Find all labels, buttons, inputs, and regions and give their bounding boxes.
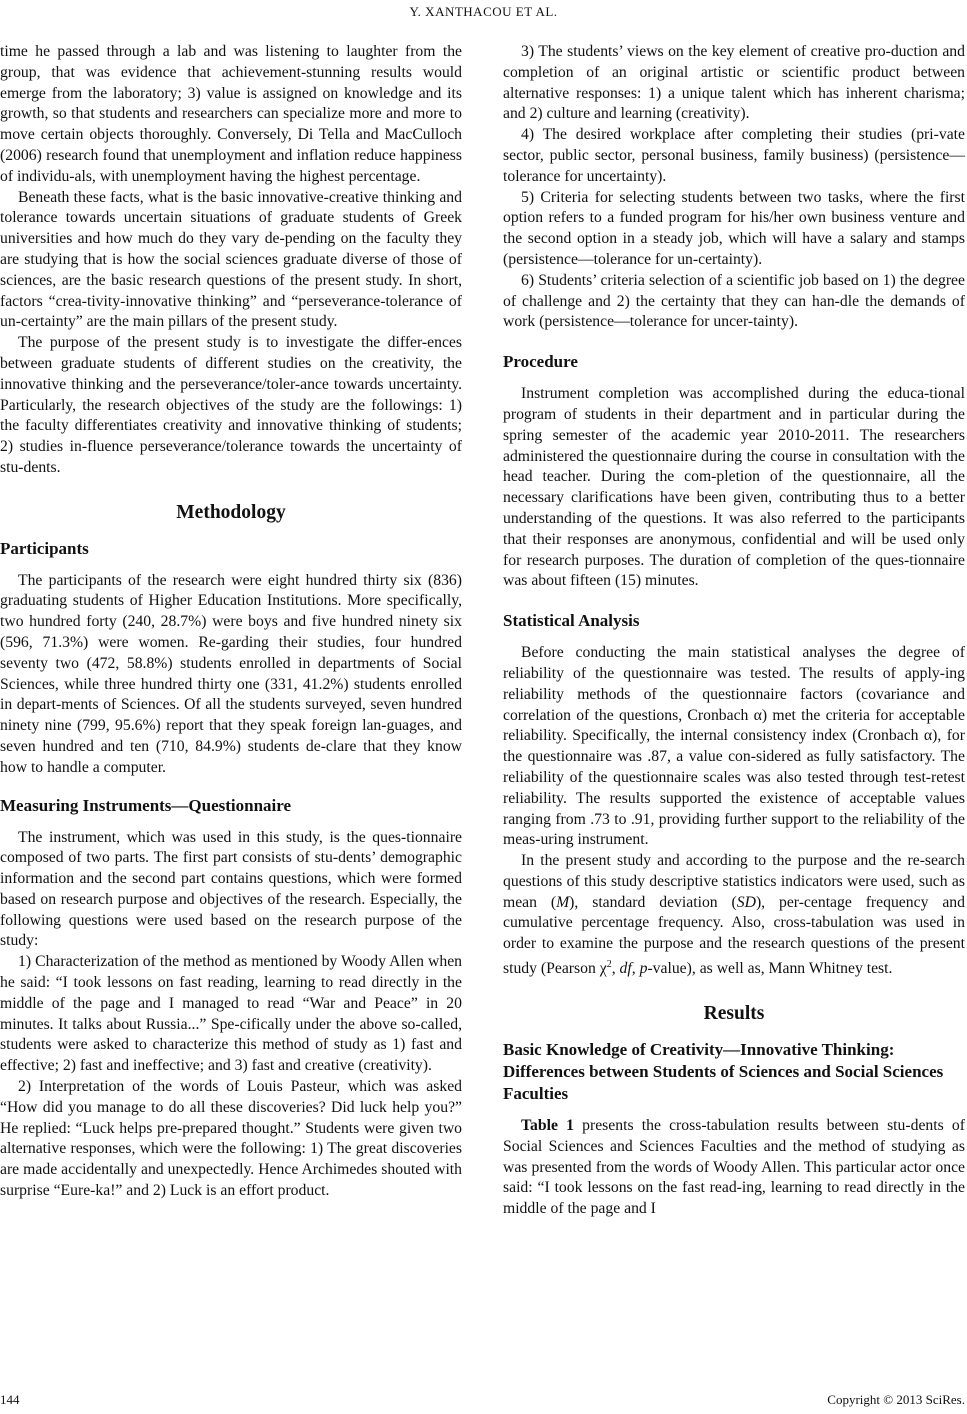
paragraph: The participants of the research were eight hundred thirty six (836) graduating students of Higher Education Institutions. More specifically, two hundred forty (240, 28.7%) were boys and five hundred ninety six (596, 71.3%) were women. Re-garding their studies, four hundred seventy two (472, 58.8%) students enrolled in departments of Social Sciences, while three hundred thirty one (331, 41.2%) students enrolled in depart-ments of Sciences. Of all the students surveyed, seven hundred ninety nine (799, 95.6%) report that they speak foreign lan-guages, and seven hundred and ten (710, 84.9%) students de-clare that they know how to handle a computer. [0,571,462,776]
copyright-notice: Copyright © 2013 SciRes. [827,1392,965,1407]
paragraph: 5) Criteria for selecting students between two tasks, where the first option refers to a funded program for his/her own business venture and the second option in a steady job, which will have a salary and stamps (persistence—tolerance for un-certainty). [503,188,965,268]
paragraph: The instrument, which was used in this study, is the ques-tionnaire composed of two parts. The first part consists of stu-dents’ demographic information and the second part contains questions, which were formed based on research purpose and objectives of the research. Especially, the following questions were used based on the research purpose of the study: [0,828,462,950]
subsection-heading-participants: Participants [0,538,89,558]
subsection-heading-basic-knowledge: Basic Knowledge of Creativity—Innovative Thinking: Differences between Students of Sciences and Social Sciences Faculties [503,1039,944,1103]
subsection-heading-procedure: Procedure [503,352,578,372]
text-run-italic: p [639,960,648,978]
table-reference[interactable]: Table 1 [521,1116,574,1134]
text-run: -value), as well as, Mann Whitney test. [647,960,893,978]
section-heading-results: Results [703,1003,765,1025]
paragraph: 2) Interpretation of the words of Louis Pasteur, which was asked “How did you manage to do all these discoveries? Did luck help you?” He replied: “Luck helps pre-prepared thought.” Students were given two alternative responses, which were the following: 1) The great discoveries are made accidentally and unexpectedly. Hence Archimedes shouted with surprise “Eure-ka!” and 2) Luck is an effort product. [0,1078,462,1200]
text-run: , [631,960,640,978]
paragraph: 1) Characterization of the method as mentioned by Woody Allen when he said: “I took lessons on fast reading, learning to read directly in the middle of the page and I managed to read “War and Peace” in 20 minutes. It talks about Russia...” Spe-cifically under the above so-called, students were asked to characterize this method of study as 1) fast and effective; 2) fast and ineffective; and 3) fast and creative (creativity). [0,953,462,1075]
text-run: ), standard deviation ( [569,893,737,911]
left-column [0,42,462,1202]
right-column [503,42,965,1220]
text-run: ), per-centage frequency and cumulative percentage frequency. Also, cross-tabulation was used in order to examine the purpose and the research questions of the present study (Pearson χ [503,893,965,978]
subsection-heading-statistical-analysis: Statistical Analysis [503,611,640,631]
text-run: , [611,960,620,978]
superscript: 2 [606,959,612,971]
paragraph: The purpose of the present study is to investigate the differ-ences between graduate students of different studies on the creativity, the innovative thinking and the perseverance/toler-ance towards uncertainty. Particularly, the research objectives of the study are the followings: 1) the faculty differentiates creativity and innovative thinking of students; 2) studies in-fluence perseverance/tolerance towards the uncertainty of stu-dents. [0,334,462,476]
text-run: presents the cross-tabulation results between stu-dents of Social Sciences and Sciences Faculties and the method of studying as was presented from the words of Woody Allen. This particular actor once said: “I took lessons on the fast read-ing, learning to read directly in the middle of the page and I [503,1116,965,1218]
paragraph: time he passed through a lab and was listening to laughter from the group, that was evidence that achievement-stunning results would emerge from the laboratory; 3) value is assigned on knowledge and its growth, so that students and researchers can specialize more and more to move certain objects thoroughly. Conversely, Di Tella and MacCulloch (2006) research found that unemployment and inflation reduce happiness of individu-als, with unemployment having the highest percentage. [0,43,462,185]
paragraph: 6) Students’ criteria selection of a scientific job based on 1) the degree of challenge and 2) the certainty that they can han-dle the demands of work (persistence—tolerance for uncer-tainty). [503,271,965,331]
paragraph: 3) The students’ views on the key element of creative pro-duction and completion of an original artistic or scientific product between alternative responses: 1) a unique talent which has inherent charisma; and 2) culture and learning (creativity). [503,43,965,123]
paragraph [503,1116,965,1220]
text-run: In the present study and according to the purpose and the re-search questions of this study descriptive statistics indicators were used, such as mean ( [503,852,965,911]
paragraph [503,851,965,980]
page-number: 144 [0,1392,20,1407]
running-head: Y. XANTHACOU ET AL. [409,4,558,19]
paragraph: Beneath these facts, what is the basic innovative-creative thinking and tolerance towards uncertain situations of graduate students of Greek universities and how much do they vary de-pending on the faculty they are studying that is how the social sciences graduate diverse of those of sciences, are the basic research questions of the present study. In short, factors “crea-tivity-innovative thinking” and “perseverance-tolerance of un-certainty” are the main pillars of the present study. [0,188,462,331]
text-run-italic: SD [736,893,756,911]
paragraph: 4) The desired workplace after completing their studies (pri-vate sector, public sector, personal business, family business) (persistence—tolerance for uncertainty). [503,126,965,185]
text-run-italic: M [556,893,570,911]
subsection-heading-instruments: Measuring Instruments—Questionnaire [0,795,292,815]
paragraph: Before conducting the main statistical analyses the degree of reliability of the questionnaire was tested. The results of apply-ing reliability methods of the questionnaire factors (covariance and correlation of the questions, Cronbach α) met the criteria for acceptable reliability. Specifically, the internal consistency index (Cronbach α), for the questionnaire was .87, a value con-sidered as fully satisfactory. The reliability of the questionnaire scales was also tested through test-retest reliability. The results supported the existence of acceptable values ranging from .73 to .91, providing further support to the reliability of the meas-uring instrument. [503,644,965,849]
section-heading-methodology: Methodology [176,501,286,523]
text-run-italic: df [619,960,632,978]
paragraph: Instrument completion was accomplished during the educa-tional program of students in their department and in particular during the spring semester of the academic year 2010-2011. The researchers administered the questionnaire during the course in consultation with the head teacher. During the com-pletion of the questionnaire, all the necessary clarifications have been given, contributing thus to a better understanding of the questions. It was also referred to the participants that their responses are anonymous, confidential and will be used only for research purposes. The duration of completion of the ques-tionnaire was about fifteen (15) minutes. [503,385,965,590]
